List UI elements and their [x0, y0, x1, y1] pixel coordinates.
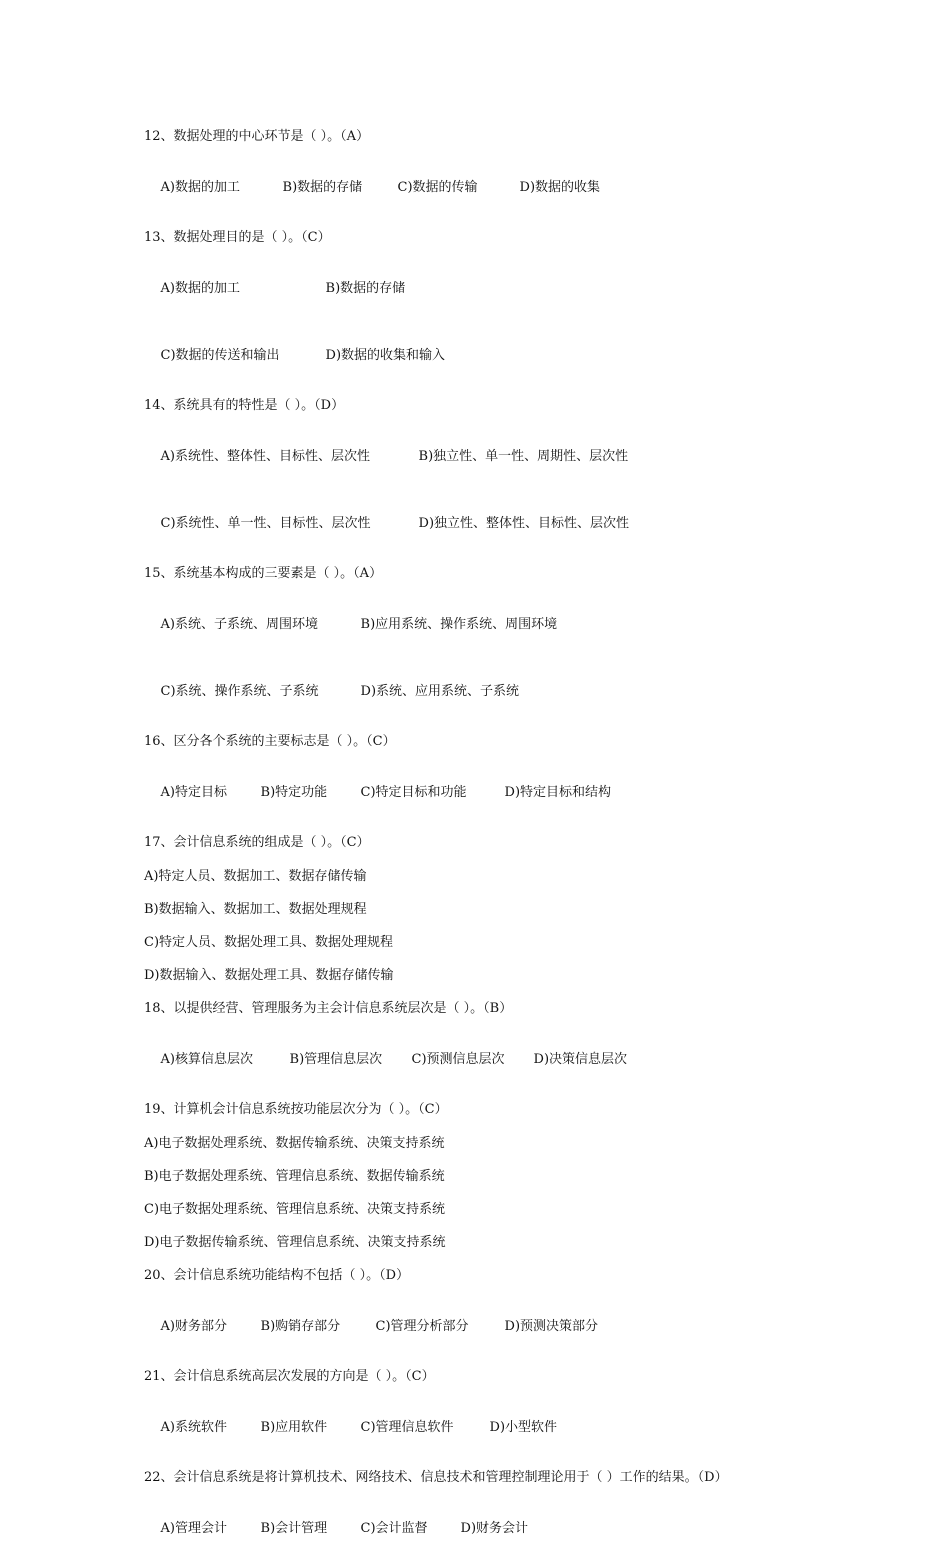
option-d: D)小型软件 — [489, 1420, 558, 1435]
question-17-stem: 17、会计信息系统的组成是（ ）。（C） — [144, 835, 370, 850]
question-22-stem: 22、会计信息系统是将计算机技术、网络技术、信息技术和管理控制理论用于（ ）工作的结果。（D） — [144, 1470, 728, 1485]
option-d: D)系统、应用系统、子系统 — [360, 684, 520, 699]
question-13-options-row1 — [144, 263, 844, 314]
option-a: A)管理会计 — [160, 1521, 227, 1536]
option-b: B)数据的存储 — [325, 281, 406, 296]
question-15-options-row2 — [144, 666, 844, 717]
option-d: D)财务会计 — [460, 1521, 529, 1536]
option-a: A)数据的加工 — [160, 180, 240, 195]
question-20-options — [144, 1301, 844, 1352]
question-16-options — [144, 767, 844, 818]
question-17-option-a: A)特定人员、数据加工、数据存储传输 — [144, 869, 367, 884]
option-c: C)预测信息层次 — [411, 1052, 505, 1067]
option-b: B)数据的存储 — [282, 180, 363, 195]
option-a: A)财务部分 — [160, 1319, 227, 1334]
option-c: C)特定目标和功能 — [360, 785, 467, 800]
question-16-stem: 16、区分各个系统的主要标志是（ ）。（C） — [144, 734, 396, 749]
question-17-option-b: B)数据输入、数据加工、数据处理规程 — [144, 902, 367, 917]
question-19-option-b: B)电子数据处理系统、管理信息系统、数据传输系统 — [144, 1169, 445, 1184]
question-18-stem: 18、以提供经营、管理服务为主会计信息系统层次是（ ）。（B） — [144, 1001, 513, 1016]
question-19-option-c: C)电子数据处理系统、管理信息系统、决策支持系统 — [144, 1202, 446, 1217]
option-c: C)数据的传输 — [397, 180, 478, 195]
question-19-stem: 19、计算机会计信息系统按功能层次分为（ ）。（C） — [144, 1102, 448, 1117]
option-c: C)管理分析部分 — [375, 1319, 469, 1334]
question-14-stem: 14、系统具有的特性是（ ）。（D） — [144, 398, 345, 413]
option-d: D)独立性、整体性、目标性、层次性 — [418, 516, 630, 531]
option-a: A)系统软件 — [160, 1420, 227, 1435]
question-17-option-d: D)数据输入、数据处理工具、数据存储传输 — [144, 968, 394, 983]
option-d: D)决策信息层次 — [533, 1052, 628, 1067]
question-13-options-row2 — [144, 330, 844, 381]
question-17-option-c: C)特定人员、数据处理工具、数据处理规程 — [144, 935, 394, 950]
option-b: B)管理信息层次 — [289, 1052, 383, 1067]
option-a: A)系统性、整体性、目标性、层次性 — [160, 449, 370, 464]
option-c: C)数据的传送和输出 — [160, 348, 280, 363]
option-a: A)数据的加工 — [160, 281, 240, 296]
option-a: A)特定目标 — [160, 785, 227, 800]
option-b: B)独立性、单一性、周期性、层次性 — [418, 449, 629, 464]
option-d: D)数据的收集和输入 — [325, 348, 446, 363]
question-14-options-row1 — [144, 431, 844, 482]
question-20-stem: 20、会计信息系统功能结构不包括（ ）。（D） — [144, 1268, 410, 1283]
option-b: B)特定功能 — [260, 785, 328, 800]
option-c: C)系统、操作系统、子系统 — [160, 684, 319, 699]
question-12-options — [144, 162, 844, 213]
option-b: B)购销存部分 — [260, 1319, 341, 1334]
question-19-option-d: D)电子数据传输系统、管理信息系统、决策支持系统 — [144, 1235, 446, 1250]
question-15-stem: 15、系统基本构成的三要素是（ ）。（A） — [144, 566, 383, 581]
option-a: A)核算信息层次 — [160, 1052, 253, 1067]
option-b: B)会计管理 — [260, 1521, 328, 1536]
question-21-stem: 21、会计信息系统高层次发展的方向是（ ）。（C） — [144, 1369, 435, 1384]
document-page — [144, 128, 844, 1554]
question-14-options-row2 — [144, 498, 844, 549]
option-d: D)特定目标和结构 — [504, 785, 612, 800]
question-12-stem: 12、数据处理的中心环节是（ ）。（A） — [144, 129, 370, 144]
option-c: C)系统性、单一性、目标性、层次性 — [160, 516, 371, 531]
option-a: A)系统、子系统、周围环境 — [160, 617, 318, 632]
question-21-options — [144, 1402, 844, 1453]
option-d: D)数据的收集 — [519, 180, 601, 195]
option-b: B)应用系统、操作系统、周围环境 — [360, 617, 558, 632]
question-15-options-row1 — [144, 599, 844, 650]
option-c: C)会计监督 — [360, 1521, 428, 1536]
question-13-stem: 13、数据处理目的是（ ）。（C） — [144, 230, 331, 245]
option-d: D)预测决策部分 — [504, 1319, 599, 1334]
option-c: C)管理信息软件 — [360, 1420, 454, 1435]
option-b: B)应用软件 — [260, 1420, 328, 1435]
question-22-options — [144, 1503, 844, 1554]
question-19-option-a: A)电子数据处理系统、数据传输系统、决策支持系统 — [144, 1136, 445, 1151]
question-18-options — [144, 1034, 844, 1085]
